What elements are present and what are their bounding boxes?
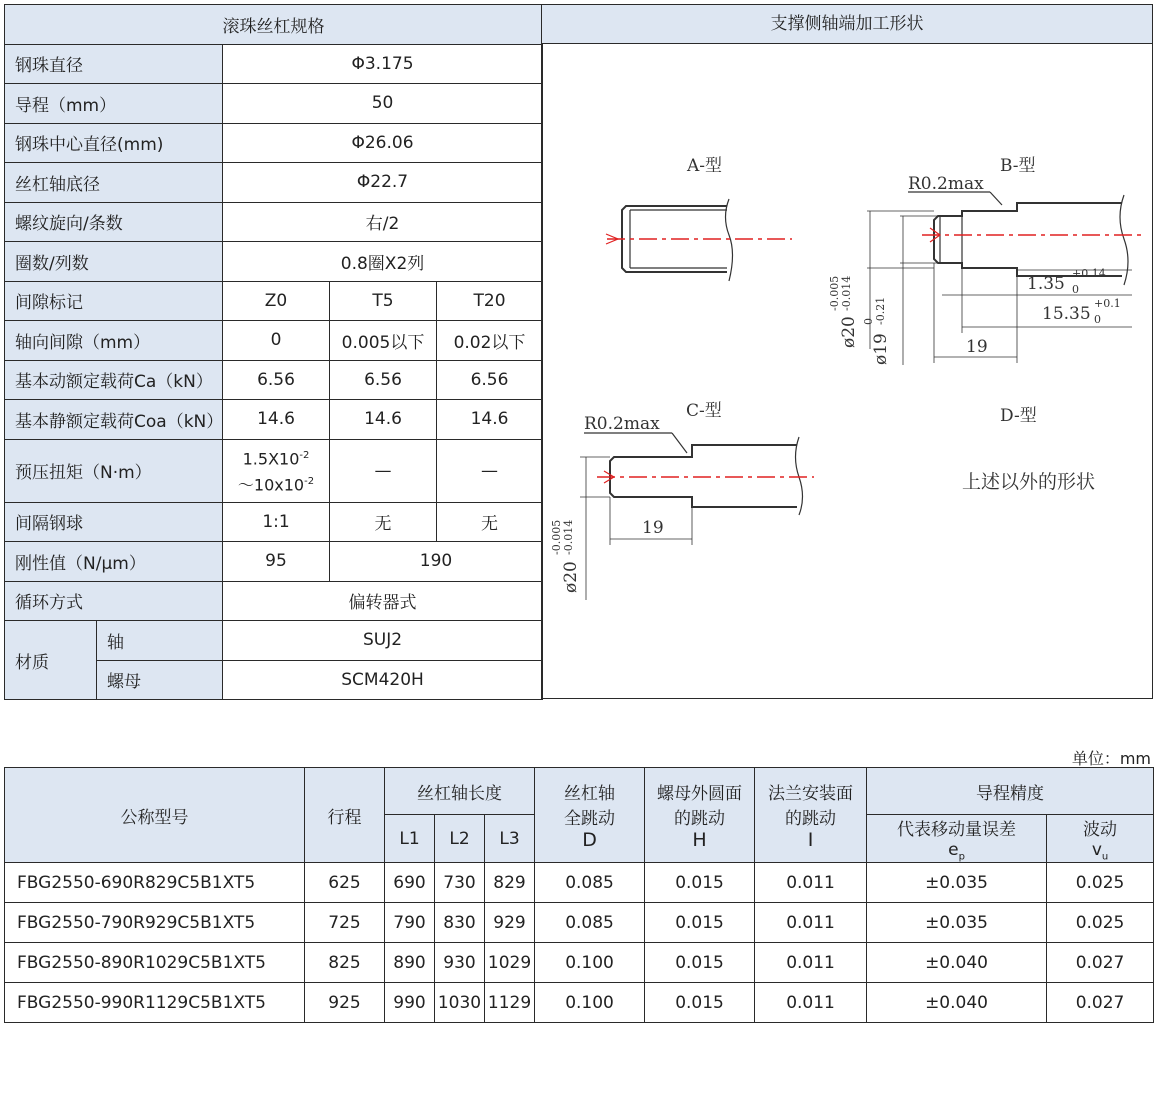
spec-value: 6.56 (437, 360, 543, 400)
spec-label: 圈数/列数 (5, 242, 223, 282)
type-a-label: A-型 (687, 156, 723, 176)
unit-note: 单位：mm (1071, 749, 1151, 768)
shaft-end-drawing (542, 45, 1154, 700)
col-stroke: 行程 (305, 768, 385, 863)
table-row: FBG2550-890R1029C5B1XT5 825 890 930 1029 0.100 0.015 0.011 ±0.040 0.027 (5, 943, 1154, 983)
dim-dia-20-tol-low: -0.014 (840, 275, 853, 311)
spec-value: 1:1 (223, 502, 330, 542)
shaft-value: SUJ2 (223, 621, 543, 661)
dash-cell: — (437, 439, 543, 502)
spec-label: 循环方式 (5, 581, 223, 621)
shaft-end-drawing-panel (541, 4, 1153, 699)
spec-value: 无 (437, 502, 543, 542)
spec-label: 螺纹旋向/条数 (5, 202, 223, 242)
col-l3: L3 (485, 815, 535, 863)
type-c-label: C-型 (686, 401, 722, 421)
spec-label: 轴向间隙（mm） (5, 321, 223, 361)
col-lead-group: 导程精度 (867, 768, 1154, 815)
spec-label: 丝杠轴底径 (5, 163, 223, 203)
spec-label: 钢珠直径 (5, 44, 223, 84)
dim-dia-20-tol-up: -0.005 (828, 275, 841, 311)
spec-value: Φ26.06 (223, 123, 543, 163)
spec-row-circulation (5, 581, 543, 621)
spec-value: 14.6 (223, 400, 330, 440)
preload-line1: 1.5X10 (242, 449, 300, 469)
dash-cell: — (330, 439, 437, 502)
dim-15-35-tol-low: 0 (1094, 313, 1101, 326)
preload-torque-value (223, 439, 330, 502)
spec-row-axial (5, 321, 543, 361)
shaft-label: 轴 (97, 621, 223, 661)
spec-value: 0 (223, 321, 330, 361)
col-runout-i: 法兰安装面 的跳动 I (755, 768, 867, 863)
type-b-label: B-型 (1000, 156, 1036, 176)
spec-label: 钢珠中心直径(mm) (5, 123, 223, 163)
spec-table-title: 滚珠丝杠规格 (5, 5, 543, 45)
spec-value: 50 (223, 84, 543, 124)
spec-label: 预压扭矩（N·m） (5, 439, 223, 502)
spec-row (5, 123, 543, 163)
type-d-text: 上述以外的形状 (962, 471, 1096, 493)
col-length-group: 丝杠轴长度 (385, 768, 535, 815)
spec-value: Φ22.7 (223, 163, 543, 203)
dim-1-35-tol-up: +0.14 (1072, 267, 1106, 280)
spec-value: 0.8圈X2列 (223, 242, 543, 282)
spec-row-gap-mark (5, 281, 543, 321)
spec-value: 6.56 (330, 360, 437, 400)
spec-row (5, 84, 543, 124)
dim-dia-20-c-tol-low: -0.014 (562, 519, 575, 555)
spec-value: 95 (223, 542, 330, 582)
spec-value: 14.6 (330, 400, 437, 440)
dim-dia-20-b: ø20 (839, 316, 859, 348)
nut-label: 螺母 (97, 660, 223, 700)
preload-line2: ～10x10 (237, 474, 305, 494)
spec-value: 偏转器式 (223, 581, 543, 621)
col-runout-h: 螺母外圆面 的跳动 H (645, 768, 755, 863)
col-runout-d: 丝杠轴 全跳动 D (535, 768, 645, 863)
dim-dia-20-c: ø20 (561, 561, 581, 593)
preload-exp2: -2 (304, 475, 315, 487)
spec-row-material-shaft (5, 621, 543, 661)
spec-value: 右/2 (223, 202, 543, 242)
spec-label: 间隔钢球 (5, 502, 223, 542)
material-label: 材质 (5, 621, 97, 700)
spec-value: 14.6 (437, 400, 543, 440)
spec-label: 基本静额定载荷Coa（kN） (5, 400, 223, 440)
spec-row (5, 44, 543, 84)
spec-value: 6.56 (223, 360, 330, 400)
spec-row (5, 202, 543, 242)
dim-dia-20-c-tol-up: -0.005 (550, 519, 563, 555)
table-row: FBG2550-790R929C5B1XT5 725 790 830 929 0.085 0.015 0.011 ±0.035 0.025 (5, 903, 1154, 943)
dim-1-35: 1.35 (1027, 274, 1065, 294)
spec-value: 0.005以下 (330, 321, 437, 361)
col-l2: L2 (435, 815, 485, 863)
spec-row-rigidity (5, 542, 543, 582)
models-table (4, 767, 1154, 1023)
type-d-label: D-型 (1000, 406, 1037, 426)
type-c-r-note: R0.2max (584, 414, 660, 434)
dim-19-b: 19 (966, 337, 988, 357)
gap-col: Z0 (223, 281, 330, 321)
spec-row-static-load (5, 400, 543, 440)
dim-dia-19-tol-up: 0 (862, 318, 875, 325)
spec-row-spacer (5, 502, 543, 542)
dim-15-35-tol-up: +0.1 (1094, 297, 1121, 310)
table-row: FBG2550-690R829C5B1XT5 625 690 730 829 0.085 0.015 0.011 ±0.035 0.025 (5, 863, 1154, 903)
spec-row (5, 242, 543, 282)
spec-label: 间隙标记 (5, 281, 223, 321)
spec-label: 刚性值（N/μm） (5, 542, 223, 582)
gap-col: T20 (437, 281, 543, 321)
type-b-r-note: R0.2max (908, 174, 984, 194)
col-model: 公称型号 (5, 768, 305, 863)
models-header-row (5, 768, 1154, 815)
spec-table (4, 4, 543, 700)
type-a-shaft (622, 199, 733, 281)
spec-label: 导程（mm） (5, 84, 223, 124)
preload-exp1: -2 (299, 450, 310, 462)
dim-dia-19: ø19 (871, 333, 891, 365)
col-vu: 波动 $v_u$ (1047, 815, 1154, 863)
spec-value: Φ3.175 (223, 44, 543, 84)
spec-value: 190 (330, 542, 543, 582)
col-l1: L1 (385, 815, 435, 863)
dim-dia-19-tol-low: -0.21 (874, 296, 887, 325)
col-ep: 代表移动量误差 $e_p$ (867, 815, 1047, 863)
spec-value: 无 (330, 502, 437, 542)
spec-label: 基本动额定载荷Ca（kN） (5, 360, 223, 400)
dim-19-c: 19 (642, 518, 664, 538)
gap-col: T5 (330, 281, 437, 321)
dim-15-35: 15.35 (1042, 304, 1091, 324)
dim-1-35-tol-low: 0 (1072, 283, 1079, 296)
spec-row (5, 163, 543, 203)
type-c-shaft (610, 437, 803, 515)
spec-value: 0.02以下 (437, 321, 543, 361)
spec-row-preload (5, 439, 543, 502)
nut-value: SCM420H (223, 660, 543, 700)
spec-row-dynamic-load (5, 360, 543, 400)
table-row: FBG2550-990R1129C5B1XT5 925 990 1030 1129 0.100 0.015 0.011 ±0.040 0.027 (5, 983, 1154, 1023)
drawing-panel-title: 支撑侧轴端加工形状 (542, 5, 1152, 44)
